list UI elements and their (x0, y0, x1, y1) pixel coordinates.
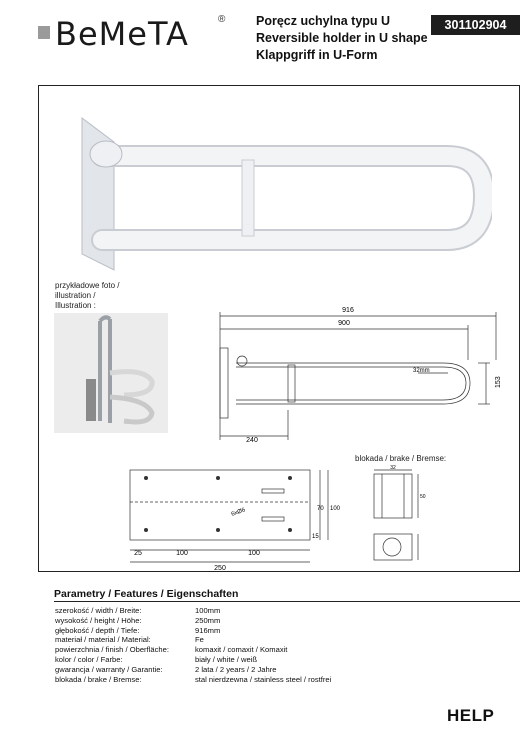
dim-hole-25: 25 (134, 550, 142, 557)
photo-illustration (54, 313, 168, 433)
help-logo: HELP (447, 706, 495, 725)
params-label: powierzchnia / finish / Oberfläche: (55, 645, 169, 655)
dim-plate-15: 15 (312, 534, 319, 540)
params-row (55, 626, 331, 636)
params-label: szerokość / width / Breite: (55, 606, 142, 615)
u-bar-outline (102, 156, 484, 240)
params-table (55, 606, 331, 684)
params-row (55, 616, 331, 626)
params-row (55, 635, 331, 645)
params-label: kolor / color / Farbe: (55, 654, 123, 664)
params-row (55, 655, 331, 665)
technical-drawing-plate (122, 462, 340, 572)
product-code-badge: 301102904 (431, 15, 520, 35)
title-pl: Poręcz uchylna typu U (256, 14, 391, 28)
params-row (55, 645, 331, 655)
dim-hole-100a: 100 (176, 550, 188, 557)
dim-depth: 900 (338, 320, 350, 327)
brake-dim-50: 50 (420, 494, 426, 500)
hinge (90, 141, 122, 167)
params-value: 100mm (195, 606, 221, 615)
params-value: Fe (195, 635, 204, 645)
brake-dim-32: 32 (390, 465, 396, 471)
params-title: Parametry / Features / Eigenschaften (54, 588, 239, 600)
product-photo (54, 313, 168, 433)
product-titles (256, 13, 428, 64)
brand-logo: BeMeTA (55, 15, 189, 53)
dim-holes: 6xØ6 (230, 507, 247, 518)
params-divider (54, 601, 520, 602)
params-value: 250mm (195, 615, 221, 625)
params-value: komaxit / comaxit / Komaxit (195, 645, 288, 655)
dim-tube: 32mm (413, 368, 430, 374)
dim-plate-height: 100 (330, 506, 340, 512)
u-bar (102, 156, 484, 240)
params-label: wysokość / height / Höhe: (55, 615, 142, 625)
logo-square (38, 26, 50, 39)
dim-plate-70: 70 (317, 506, 324, 512)
params-value: 2 lata / 2 years / 2 Jahre (195, 664, 277, 674)
params-row (55, 675, 331, 685)
technical-drawing-top (208, 300, 508, 448)
brake-drawing (362, 464, 438, 572)
params-label: materiał / material / Material: (55, 635, 151, 645)
params-label: blokada / brake / Bremse: (55, 674, 142, 684)
title-en: Reversible holder in U shape (256, 31, 428, 45)
dim-overall-depth: 916 (342, 307, 354, 314)
photo-caption: przykładowe foto / illustration / Illustration : (55, 281, 120, 310)
brand-registered-mark: ® (218, 14, 226, 25)
support-tube (242, 160, 254, 236)
dim-hole-100b: 100 (248, 550, 260, 557)
brake-label: blokada / brake / Bremse: (355, 454, 447, 463)
params-value: biały / white / weiß (195, 654, 258, 664)
title-de: Klappgriff in U-Form (256, 48, 378, 62)
dim-offset: 240 (246, 437, 258, 444)
product-render (72, 112, 492, 272)
params-value: 916mm (195, 625, 221, 635)
params-row (55, 665, 331, 675)
params-label: głębokość / depth / Tiefe: (55, 625, 140, 635)
params-row (55, 606, 331, 616)
dim-height: 153 (495, 376, 502, 388)
dim-plate-width: 250 (214, 565, 226, 572)
params-value: stal nierdzewna / stainless steel / rostfrei (195, 674, 332, 684)
params-label: gwarancja / warranty / Garantie: (55, 664, 163, 674)
